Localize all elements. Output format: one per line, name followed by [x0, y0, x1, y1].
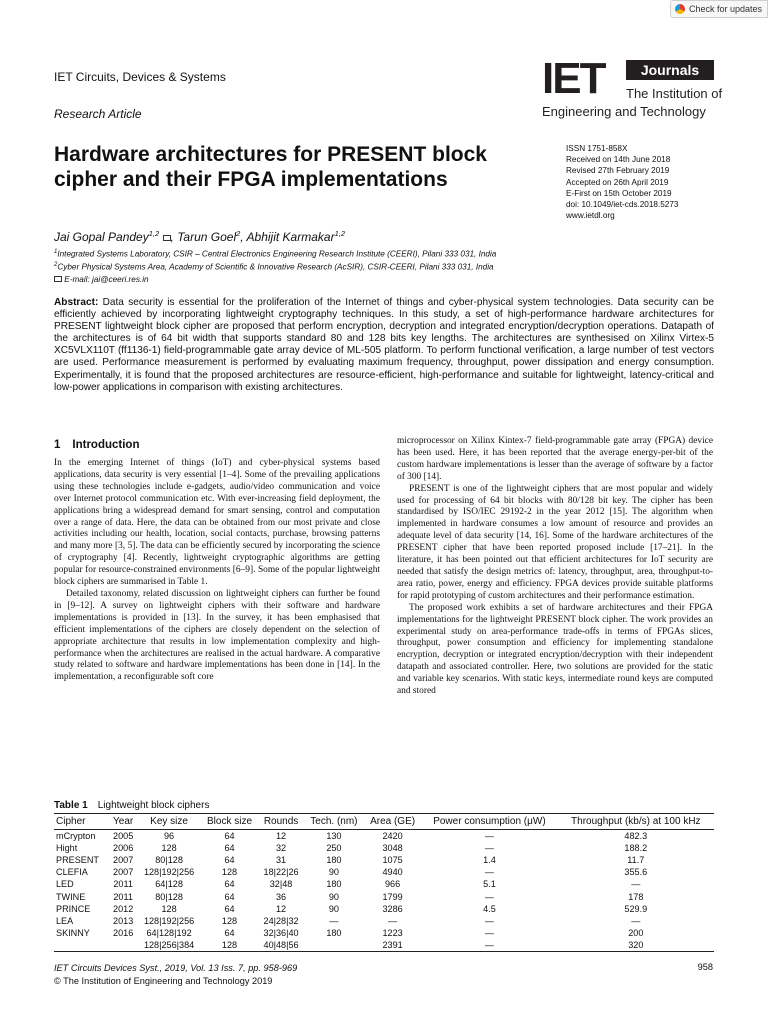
- table-cell: 2011: [113, 891, 133, 902]
- table-cell: 180: [326, 879, 342, 890]
- table-cell: 180: [326, 855, 342, 866]
- affiliation-1: [54, 249, 496, 259]
- author-superscript: 1,2: [334, 229, 345, 238]
- paragraph: microprocessor on Xilinx Kintex-7 field-programmable gate array (FPGA) device has been used. Here, it has been reported that the average energy-per-bit of the custom hardware implementations is lesser than the average of software by a factor of 300 [14].: [397, 436, 713, 482]
- table-cell: 64: [224, 903, 235, 914]
- table-cell: 64|128|192: [146, 927, 192, 938]
- meta-issn: ISSN 1751-858X: [566, 144, 628, 153]
- check-for-updates-badge[interactable]: [670, 0, 768, 18]
- table-cell: 32: [275, 843, 287, 854]
- right-column: [397, 436, 713, 698]
- page-footer: [54, 962, 297, 988]
- table-cell: 2420: [382, 831, 403, 842]
- table-cell: 11.7: [627, 855, 645, 866]
- table-cell: 128|256|384: [137, 939, 201, 952]
- column-header: Rounds: [258, 814, 304, 830]
- table-cell: 24|28|32: [263, 915, 299, 926]
- table-cell: 128: [161, 843, 177, 854]
- table-cell: 128: [221, 867, 238, 878]
- column-header: Year: [109, 814, 137, 830]
- footer-copyright: © The Institution of Engineering and Technology 2019: [54, 976, 273, 986]
- table-cell: 178: [628, 891, 644, 902]
- table-row: [54, 842, 714, 854]
- table-header-row: [54, 814, 714, 830]
- table-cell: 966: [384, 879, 401, 890]
- abstract-text: Data security is essential for the proliferation of the Internet of things and cyber-physical system technologies. Data security can be efficiently achieved by incorporating lightweight cryptography techniques. In this study, a set of high-performance hardware architectures for PRESENT lightweight block cipher are proposed that perform encryption, decryption and integrated encryption/decryption operations. Datapath of the architectures is of 64 bit width that supports standard 80 and 128 bits key lengths. The architectures are synthesised on Xilinx Virtex-5 XC5VLX110T (ff1136-1) field-programmable gate array device of ML-505 platform. To perform functional verification, a large number of test vectors are used. Performance measurement is performed by evaluating maximum frequency, throughput, power dissipation and energy consumption. Experimentally, it is found that the proposed architectures are resource-efficient, high-performance and suitable for lightweight, latency-critical and low-power applications in comparison with existing architectures.: [54, 297, 714, 393]
- table-cell: 2006: [113, 843, 134, 854]
- affiliation-2: [54, 262, 494, 272]
- mail-icon[interactable]: [163, 235, 171, 241]
- meta-website[interactable]: www.ietdl.org: [566, 211, 615, 221]
- table-cell: 36: [275, 891, 287, 902]
- table-cell: 90: [328, 891, 339, 902]
- footer-citation: IET Circuits Devices Syst., 2019, Vol. 13 Iss. 7, pp. 958-969: [54, 963, 298, 973]
- table-cell: Hight: [56, 843, 78, 854]
- table-cell: 130: [326, 831, 342, 842]
- table-cell: 2012: [113, 903, 134, 914]
- table-cell: 529.9: [624, 903, 648, 914]
- meta-revised: Revised 27th February 2019: [566, 166, 670, 176]
- table-cell: 4.5: [483, 903, 496, 914]
- table-cell: 128|192|256: [143, 867, 195, 878]
- table-cell: 2007: [113, 855, 134, 866]
- table-cell: 31: [275, 855, 287, 866]
- meta-doi[interactable]: doi: 10.1049/iet-cds.2018.5273: [566, 200, 679, 210]
- column-header: Power consumption (μW): [421, 814, 557, 830]
- table-row: [54, 866, 714, 878]
- table-cell: 200: [628, 927, 644, 938]
- table-cell: 1223: [382, 927, 403, 938]
- table-row: [54, 890, 714, 902]
- table-cell: [109, 939, 137, 952]
- table-cell: 2016: [113, 927, 134, 938]
- table-cell: TWINE: [56, 891, 86, 902]
- paragraph: PRESENT is one of the lightweight ciphers that are most popular and widely used for processing of 64 bit blocks with 80/128 bit key. The cipher has been standardised by ISO/IEC 29192-2 in the year 2012 [15]. The algorithm when implemented in hardware consumes a low amount of resource and provides an adequate level of data security [14, 16]. Some of the hardware architectures of the PRESENT cipher that have been reported proposed include [17–21]. In the literature, it has been pointed out that efficient architectures for IoT security are needed that satisfy the design metrics of: latency, throughput, area, throughput-to-area ratio, power, energy and efficiency. FPGA devices provide suitable platforms for rapid prototyping of custom architectures and their performance estimation.: [397, 483, 713, 601]
- table-cell: 188.2: [624, 843, 648, 854]
- table-cell: 2011: [113, 879, 133, 890]
- table-row: [54, 903, 714, 915]
- affiliation-text: Cyber Physical Systems Area, Academy of Scientific & Innovative Research (AcSIR), CSIR-CEERI, Pilani 333 031, India: [57, 262, 494, 272]
- table-cell: PRINCE: [56, 903, 91, 914]
- article-type: Research Article: [54, 107, 142, 121]
- table-label: Table 1: [54, 800, 88, 811]
- table-cell: —: [484, 831, 494, 842]
- table-cell: 128: [221, 915, 238, 926]
- paragraph: The proposed work exhibits a set of hardware architectures and their FPGA implementations for the lightweight PRESENT block cipher. The work provides an experimental study on area-performance trade-offs in terms of FPGAs slices, throughput, power consumption and efficiency for implementing standalone encryption, decryption or integrated encryption/decryption with their independent datapath and associated controller. Here, two solutions are provided for the static and variable key scenarios. With static keys, intermediate round keys are computed and stored: [397, 602, 713, 697]
- iet-logo-line2: Engineering and Technology: [542, 104, 706, 119]
- table-cell: 128: [201, 939, 258, 952]
- table-cell: 128: [161, 903, 177, 914]
- table-cell: 12: [275, 903, 287, 914]
- table-row: [54, 854, 714, 866]
- iet-logo-journals-tag: Journals: [626, 60, 714, 80]
- column-header: Cipher: [54, 814, 109, 830]
- table-caption-text: Lightweight block ciphers: [97, 800, 210, 811]
- table-cell: 250: [326, 843, 342, 854]
- table-cell: 96: [164, 831, 175, 842]
- table-cell: —: [484, 915, 494, 926]
- table-cell: mCrypton: [56, 831, 96, 842]
- meta-received: Received on 14th June 2018: [566, 155, 671, 165]
- table-cell: 32|36|40: [263, 927, 299, 938]
- table-cell: —: [631, 879, 641, 890]
- table-cell: 64: [224, 891, 235, 902]
- table-cell: —: [329, 915, 339, 926]
- author-name: Jai Gopal Pandey: [54, 230, 149, 244]
- column-header: Key size: [137, 814, 201, 830]
- lightweight-ciphers-table: [54, 813, 714, 952]
- table-cell: 3286: [382, 903, 403, 914]
- table-cell: 1799: [382, 891, 403, 902]
- table-cell: PRESENT: [56, 855, 99, 866]
- abstract: [54, 297, 714, 394]
- table-cell: 2005: [113, 831, 134, 842]
- affiliation-number: 2: [54, 262, 58, 268]
- table-row: [54, 939, 714, 952]
- table-cell: 90: [328, 867, 339, 878]
- table-cell: 180: [326, 927, 342, 938]
- table-cell: CLEFIA: [56, 867, 88, 878]
- column-header: Block size: [201, 814, 258, 830]
- journal-name: IET Circuits, Devices & Systems: [54, 70, 226, 84]
- author-name: Abhijit Karmakar: [246, 230, 335, 244]
- corresponding-email: [54, 275, 149, 284]
- author-superscript: 2: [236, 229, 241, 238]
- affiliation-text: Integrated Systems Laboratory, CSIR – Central Electronics Engineering Research Institute (CEERI), Pilani 333 031, India: [57, 249, 497, 259]
- table-cell: 64: [224, 879, 235, 890]
- author-list: Jai Gopal Pandey$^{1,2}$ , Tarun Goel$^2$, Abhijit Karmakar$^{1,2}$: [54, 229, 345, 244]
- table-cell: 2391: [364, 939, 421, 952]
- table-caption: [54, 800, 209, 811]
- table-cell: —: [484, 867, 494, 878]
- table-cell: 64: [224, 855, 235, 866]
- table-cell: 12: [275, 831, 287, 842]
- table-cell: [54, 939, 109, 952]
- table-cell: 64: [224, 927, 235, 938]
- affiliation-number: 1: [54, 249, 58, 255]
- table-cell: 18|22|26: [263, 867, 299, 878]
- check-for-updates-label: Check for updates: [689, 4, 763, 14]
- table-cell: —: [484, 927, 494, 938]
- table-cell: 128|192|256: [143, 915, 195, 926]
- table-cell: 80|128: [155, 891, 183, 902]
- table-row: [54, 878, 714, 890]
- table-cell: 1.4: [483, 855, 496, 866]
- table-cell: —: [421, 939, 557, 952]
- abstract-label: Abstract:: [54, 297, 99, 308]
- table-cell: SKINNY: [56, 927, 90, 938]
- iet-logo-line1: The Institution of: [626, 86, 723, 101]
- article-metadata: [566, 143, 678, 221]
- table-cell: 320: [558, 939, 714, 952]
- email-text[interactable]: E-mail: jai@ceeri.res.in: [64, 275, 149, 284]
- page-number: 958: [697, 962, 713, 972]
- section-heading: [54, 439, 139, 451]
- table-cell: —: [388, 915, 398, 926]
- table-cell: LED: [56, 879, 74, 890]
- mail-icon: [54, 276, 62, 282]
- table-cell: —: [484, 843, 494, 854]
- table-cell: 2007: [113, 867, 134, 878]
- paragraph: Detailed taxonomy, related discussion on lightweight ciphers can further be found in [9–12]. A survey on lightweight ciphers with their software and hardware implementations is provided in [13]. In the survey, it has been emphasised that efficient implementations of the ciphers are closely dependent on the selection of appropriate architecture that results in low implementation complexity and high-performance when the architectures are realised in the actual hardware. A comparative study related to software and hardware implementations has been done in [14]. In the implementation, a reconfigurable soft core: [54, 588, 380, 683]
- table-cell: 2013: [113, 915, 134, 926]
- left-column: [54, 458, 380, 684]
- table-cell: 64: [224, 843, 235, 854]
- table-cell: 32|48: [269, 879, 293, 890]
- table-cell: [304, 939, 364, 952]
- table-cell: 1075: [382, 855, 403, 866]
- column-header: Throughput (kb/s) at 100 kHz: [558, 814, 714, 830]
- table-cell: 4940: [382, 867, 403, 878]
- table-cell: LEA: [56, 915, 74, 926]
- paper-title: Hardware architectures for PRESENT block cipher and their FPGA implementations: [54, 143, 487, 191]
- table-cell: 64: [224, 831, 235, 842]
- section-title: Introduction: [72, 439, 140, 451]
- table-cell: —: [631, 915, 641, 926]
- paragraph: In the emerging Internet of things (IoT) and cyber-physical systems based applications, data security is very essential [1–4]. Some of the prevailing applications using these technologies include e-gadgets, audio/video communication and voice over Internet protocol communication etc. With ever-increasing field deployment, the applications bring a widespread demand for smart sensing, control and computation over a range of data. Here, the data can be obtained from our most private and close activities including our health, location, social contacts, purchase, browsing patterns and many more [3, 5]. The data can be efficiently secured by incorporating the science of cryptography [4]. Recently, lightweight cryptographic algorithms are getting popular for resource-constrained environments [6–9]. Some of the popular lightweight block ciphers are summarised in Table 1.: [54, 458, 380, 588]
- section-number: 1: [54, 439, 61, 451]
- column-header: Tech. (nm): [304, 814, 364, 830]
- update-icon: [675, 4, 685, 14]
- table-cell: 64|128: [155, 879, 183, 890]
- table-cell: 90: [328, 903, 339, 914]
- iet-logo-mark: IET: [542, 54, 605, 103]
- table-cell: 3048: [382, 843, 403, 854]
- table-row: [54, 915, 714, 927]
- author-superscript: 1,2: [148, 229, 160, 238]
- table-cell: —: [484, 891, 494, 902]
- table-cell: 482.3: [624, 831, 648, 842]
- table-cell: 80|128: [155, 855, 183, 866]
- author-name: Tarun Goel: [177, 230, 237, 244]
- table-cell: 40|48|56: [258, 939, 304, 952]
- meta-accepted: Accepted on 26th April 2019: [566, 177, 669, 187]
- meta-efirst: E-First on 15th October 2019: [566, 188, 672, 198]
- table-cell: 355.6: [624, 867, 648, 878]
- table-cell: 5.1: [483, 879, 496, 890]
- table-row: [54, 830, 714, 843]
- table-row: [54, 927, 714, 939]
- column-header: Area (GE): [364, 814, 421, 830]
